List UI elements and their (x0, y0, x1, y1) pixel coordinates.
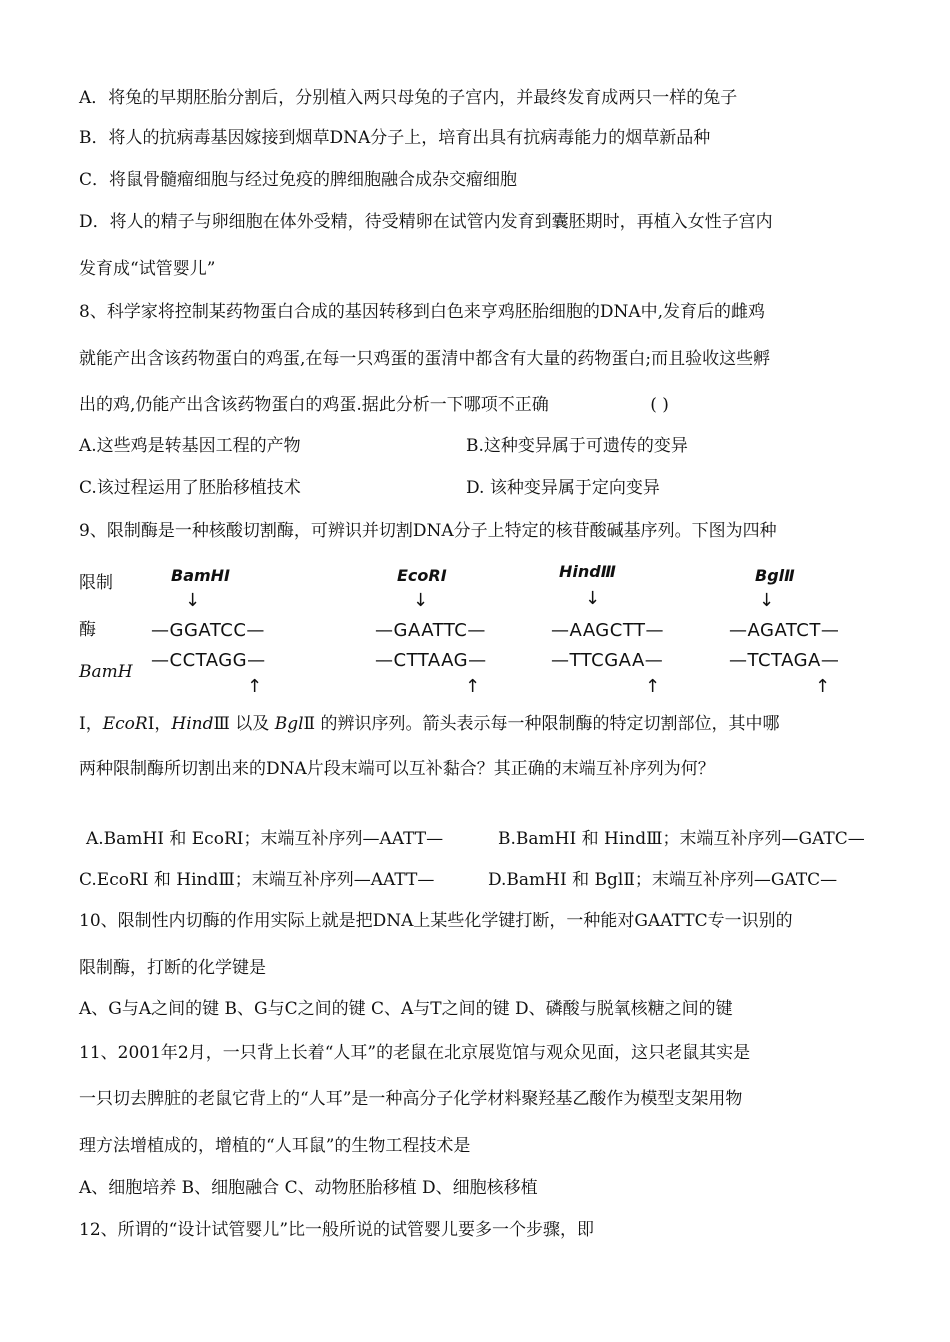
q9-line1: 9、限制酶是一种核酸切割酶，可辨识并切割DNA分子上特定的核苷酸碱基序列。下图为四种 (79, 521, 777, 541)
q9-line3: 两种限制酶所切割出来的DNA片段末端可以互补黏合？其正确的末端互补序列为何？ (79, 759, 715, 779)
q11-line1: 11、2001年2月，一只背上长着“人耳”的老鼠在北京展览馆与观众见面，这只老鼠其实是 (79, 1043, 751, 1063)
q9-side-text-2: 酶 (79, 620, 96, 640)
cut-arrow-up-ecori: ↑ (465, 676, 481, 697)
sequence-top-bglii: —AGATCT— (729, 620, 840, 641)
q8-line3 (79, 393, 669, 417)
cut-arrow-up-bamhi: ↑ (247, 676, 263, 697)
q12-line1: 12、所谓的“设计试管婴儿”比一般所说的试管婴儿要多一个步骤，即 (79, 1220, 595, 1240)
sequence-top-ecori: —GAATTC— (375, 620, 486, 641)
q8-line1: 8、科学家将控制某药物蛋白合成的基因转移到白色来亨鸡胚胎细胞的DNA中,发育后的雌鸡 (79, 302, 765, 322)
cut-arrow-down-ecori: ↓ (413, 590, 429, 611)
q9-side-text-3: BamH (79, 662, 133, 682)
sequence-top-bamhi: —GGATCC— (151, 620, 265, 641)
q10-line2: 限制酶，打断的化学键是 (79, 958, 266, 978)
enzyme-name-bglii: BglⅡ (755, 566, 795, 585)
q9-line2-hind-suffix: Ⅲ 以及 (213, 714, 275, 734)
q7-option-b: B．将人的抗病毒基因嫁接到烟草DNA分子上，培育出具有抗病毒能力的烟草新品种 (79, 128, 711, 148)
cut-arrow-up-hindiii: ↑ (645, 676, 661, 697)
q9-line2-hind: Hind (171, 714, 214, 734)
enzyme-name-bamhi: BamHⅠ (171, 566, 231, 585)
sequence-bottom-ecori: —CTTAAG— (375, 650, 487, 671)
q8-option-c: C.该过程运用了胚胎移植技术 (79, 478, 301, 498)
q11-options: A、细胞培养 B、细胞融合 C、动物胚胎移植 D、细胞核移植 (79, 1178, 538, 1198)
q9-option-b: B.BamHⅠ 和 HindⅢ；末端互补序列—GATC— (498, 829, 865, 849)
q7-option-a: A．将兔的早期胚胎分割后，分别植入两只母兔的子宫内，并最终发育成两只一样的兔子 (79, 88, 738, 108)
q9-line2 (79, 712, 779, 736)
q7-option-c: C．将鼠骨髓瘤细胞与经过免疫的脾细胞融合成杂交瘤细胞 (79, 170, 518, 190)
enzyme-name-ecori: EcoRⅠ (397, 566, 447, 585)
q8-option-d: D. 该种变异属于定向变异 (466, 478, 660, 498)
q8-option-a: A.这些鸡是转基因工程的产物 (79, 436, 301, 456)
q7-option-d-cont: 发育成“试管婴儿” (79, 259, 216, 279)
cut-arrow-down-hindiii: ↓ (585, 588, 601, 609)
q9-line2-pre: Ⅰ， (79, 714, 103, 734)
cut-arrow-down-bglii: ↓ (759, 590, 775, 611)
q9-line2-bgl: Bgl (274, 714, 304, 734)
q7-option-d: D．将人的精子与卵细胞在体外受精，待受精卵在试管内发育到囊胚期时，再植入女性子宫内 (79, 212, 773, 232)
enzyme-name-hindiii: HindⅢ (559, 562, 616, 581)
q9-option-d: D.BamHⅠ 和 BglⅡ；末端互补序列—GATC— (488, 870, 838, 890)
q11-line3: 理方法增植成的，增植的“人耳鼠”的生物工程技术是 (79, 1136, 471, 1156)
q10-options: A、G与A之间的键 B、G与C之间的键 C、A与T之间的键 D、磷酸与脱氧核糖之间的键 (79, 999, 733, 1019)
restriction-enzyme-diagram (79, 560, 879, 700)
q9-option-a: A.BamHⅠ 和 EcoRⅠ；末端互补序列—AATT— (86, 829, 444, 849)
q10-line1: 10、限制性内切酶的作用实际上就是把DNA上某些化学键打断，一种能对GAATTC专一识别的 (79, 911, 793, 931)
sequence-bottom-hindiii: —TTCGAA— (551, 650, 664, 671)
q9-option-c: C.EcoRⅠ 和 HindⅢ；末端互补序列—AATT— (79, 870, 435, 890)
q11-line2: 一只切去脾脏的老鼠它背上的“人耳”是一种高分子化学材料聚羟基乙酸作为模型支架用物 (79, 1089, 743, 1109)
sequence-bottom-bamhi: —CCTAGG— (151, 650, 266, 671)
q9-side-text-1: 限制 (79, 573, 113, 593)
q9-line2-ecor: EcoR (102, 714, 148, 734)
cut-arrow-down-bamhi: ↓ (185, 590, 201, 611)
sequence-bottom-bglii: —TCTAGA— (729, 650, 840, 671)
q8-line2: 就能产出含该药物蛋白的鸡蛋,在每一只鸡蛋的蛋清中都含有大量的药物蛋白;而且验收这些孵 (79, 349, 771, 369)
q8-option-b: B.这种变异属于可遗传的变异 (466, 436, 688, 456)
q9-line2-ecor-suffix: Ⅰ， (147, 714, 172, 734)
q8-answer-blank: ( ) (650, 395, 669, 415)
sequence-top-hindiii: —AAGCTT— (551, 620, 665, 641)
q8-line3-text: 出的鸡,仍能产出含该药物蛋白的鸡蛋.据此分析一下哪项不正确 (79, 395, 549, 415)
q9-line2-rest: Ⅱ 的辨识序列。箭头表示每一种限制酶的特定切割部位，其中哪 (303, 714, 780, 734)
cut-arrow-up-bglii: ↑ (815, 676, 831, 697)
